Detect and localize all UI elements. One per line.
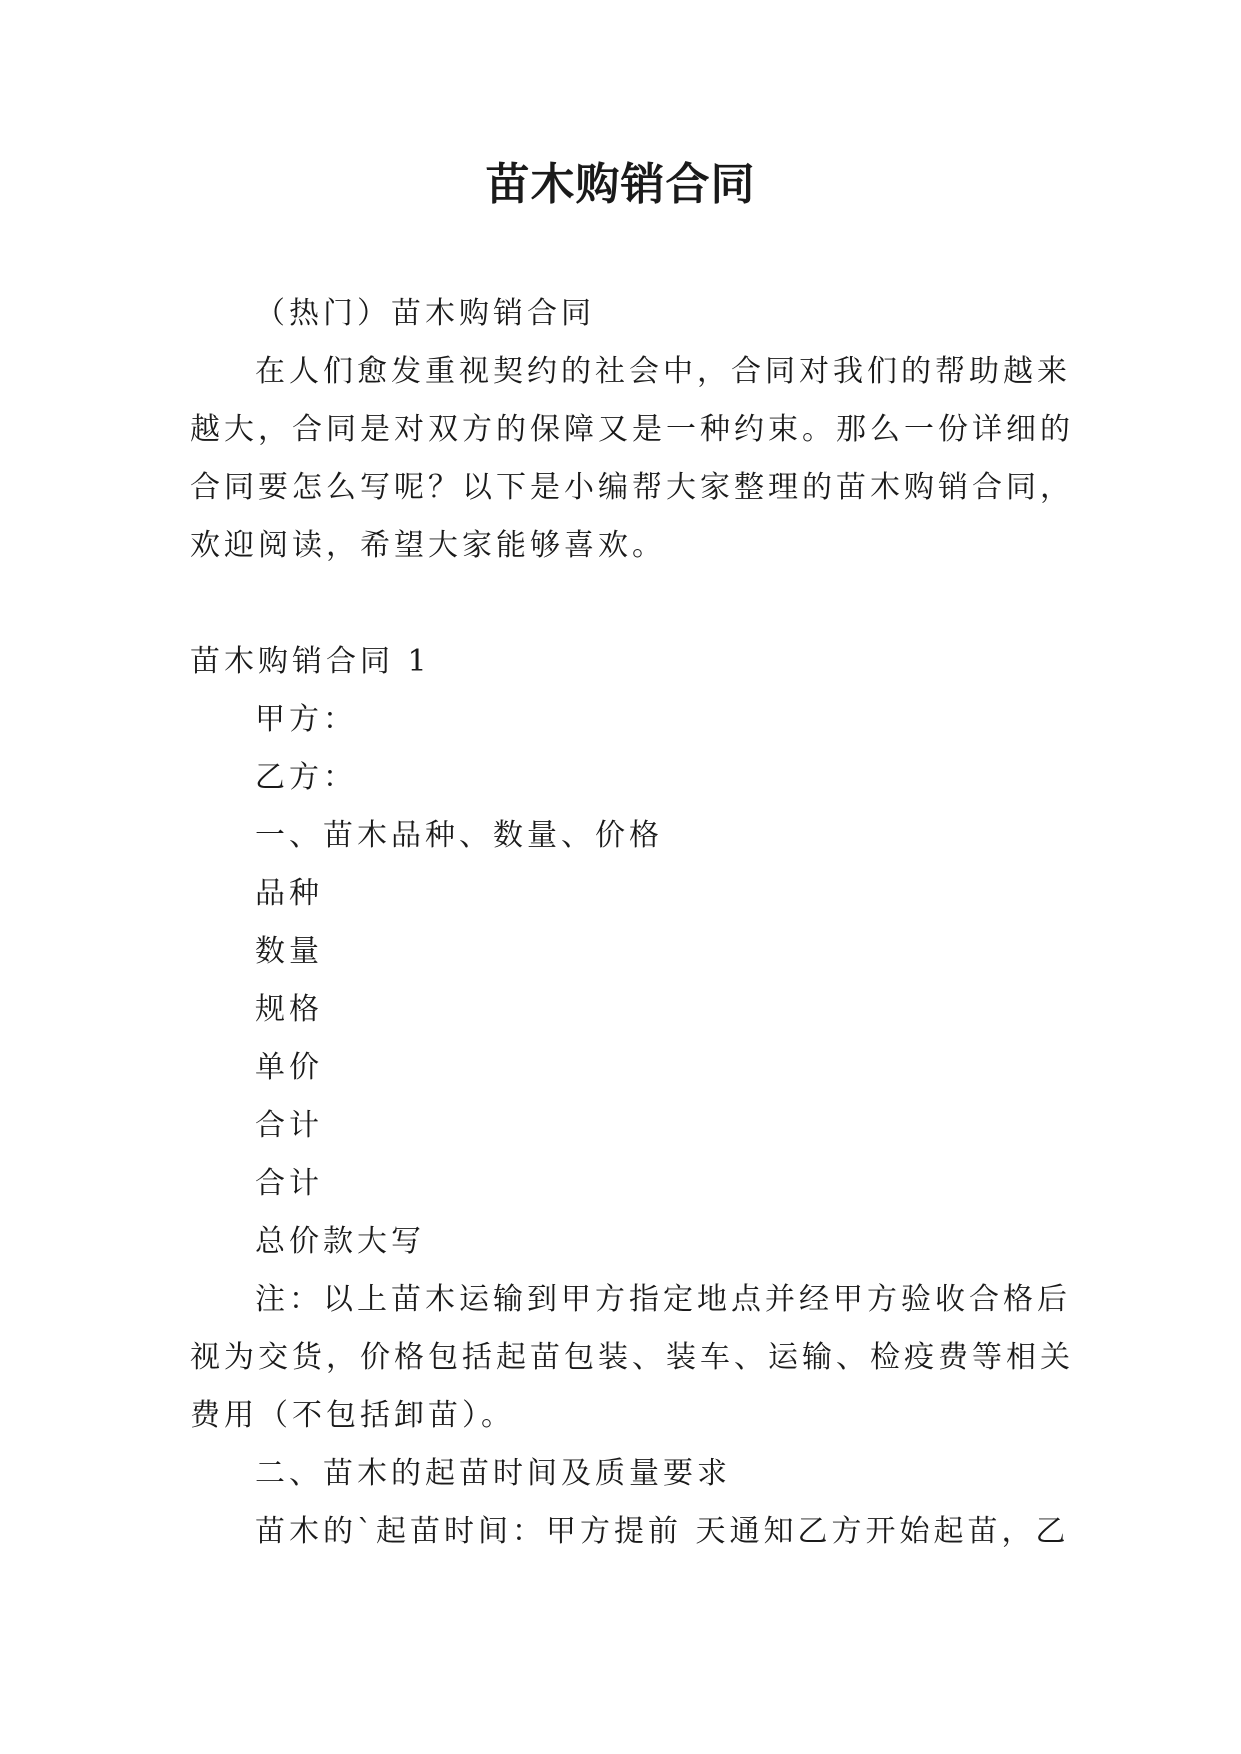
- intro-line-4: 欢迎阅读，希望大家能够喜欢。: [190, 528, 666, 563]
- section-heading: 苗木购销合同 1: [190, 644, 431, 679]
- clause-1-heading: 一、苗木品种、数量、价格: [255, 818, 663, 853]
- party-b-line: 乙方：: [255, 760, 357, 795]
- field-quantity: 数量: [255, 934, 323, 969]
- field-subtotal: 合计: [255, 1108, 323, 1143]
- intro-line-1: 在人们愈发重视契约的社会中，合同对我们的帮助越来: [255, 354, 1071, 389]
- note-line-2: 视为交货，价格包括起苗包装、装车、运输、检疫费等相关: [190, 1340, 1074, 1375]
- document-title: 苗木购销合同: [485, 159, 756, 210]
- subtitle-line: （热门）苗木购销合同: [255, 296, 595, 331]
- field-spec: 规格: [255, 992, 323, 1027]
- field-unit-price: 单价: [255, 1050, 323, 1085]
- field-total: 合计: [255, 1166, 323, 1201]
- field-total-words: 总价款大写: [255, 1224, 425, 1259]
- note-line-1: 注：以上苗木运输到甲方指定地点并经甲方验收合格后: [255, 1282, 1071, 1317]
- intro-line-2: 越大，合同是对双方的保障又是一种约束。那么一份详细的: [190, 412, 1074, 447]
- field-variety: 品种: [255, 876, 323, 911]
- clause-2-heading: 二、苗木的起苗时间及质量要求: [255, 1456, 731, 1491]
- note-line-3: 费用（不包括卸苗）。: [190, 1398, 515, 1433]
- party-a-line: 甲方：: [255, 702, 357, 737]
- clause-2-line-1: 苗木的`起苗时间：甲方提前 天通知乙方开始起苗，乙: [255, 1514, 1070, 1549]
- intro-line-3: 合同要怎么写呢？以下是小编帮大家整理的苗木购销合同，: [190, 470, 1074, 505]
